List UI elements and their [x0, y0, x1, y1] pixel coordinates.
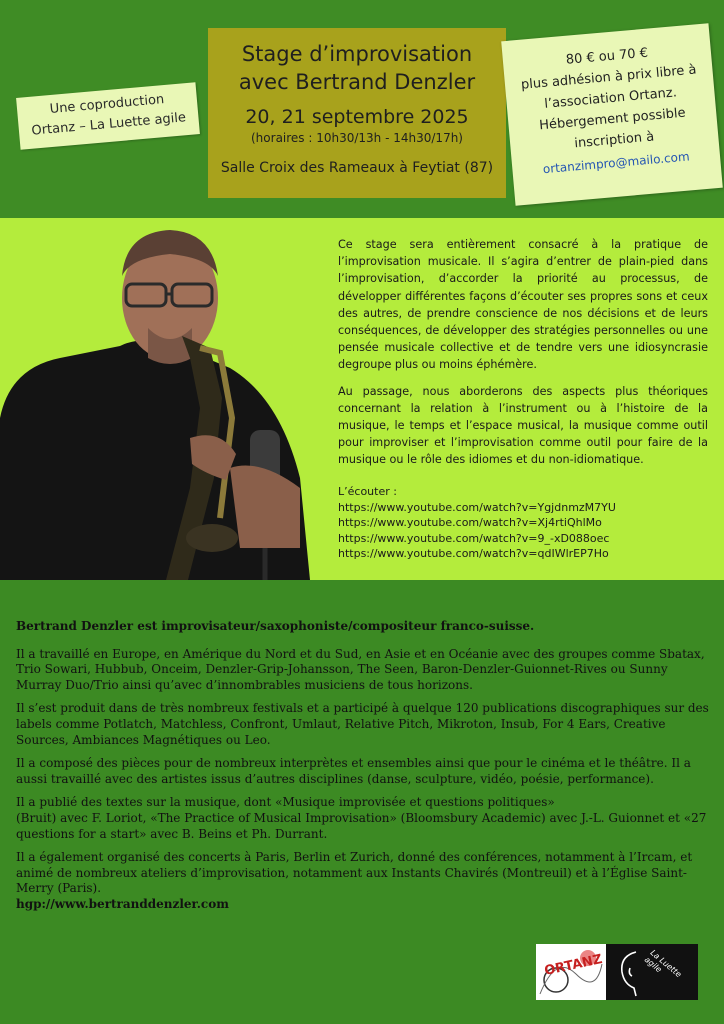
youtube-link-1[interactable]: https://www.youtube.com/watch?v=YgjdnmzM7YU: [338, 500, 616, 514]
coproduction-line-2: Ortanz – La Luette agile: [30, 110, 187, 139]
youtube-link-4[interactable]: https://www.youtube.com/watch?v=qdIWlrEP7Ho: [338, 547, 609, 560]
description-paragraph-1: Ce stage sera entièrement consacré à la pratique de l’improvisation musicale. Il s’agira d’entrer de plain-pied dans l’improvisation, d’accorder la priorité au processus, de développer différentes façons d’écouter ses propres sons et ceux des autres, de prendre conscience de nos décisions et de leurs conséquences, de développer des stratégies personnelles ou une pensée musicale collective et de tendre vers une idiosyncrasie degroupe plus ou moins éphémère.: [338, 238, 708, 372]
listen-label: L’écouter :: [338, 485, 397, 498]
price-line-1: 80 € ou 70 €: [565, 45, 649, 68]
registration-email[interactable]: ortanzimpro@mailo.com: [542, 149, 691, 177]
price-line-4: Hébergement possible: [538, 105, 687, 134]
event-date: 20, 21 septembre 2025: [245, 106, 469, 128]
description-paragraph-2: Au passage, nous aborderons des aspects plus théoriques concernant la relation à l’instrument ou à l’histoire de la musique, le temps et l’espace musical, la musique comme outil pour improviser et l’improvisation comme outil pour faire de la musique ou le rôle des idiomes et du non-idiomatique.: [338, 384, 708, 467]
bio-paragraph-2: Il s’est produit dans de très nombreux festivals et a participé à quelque 120 publications discographiques sur des labels comme Potlatch, Matchless, Confront, Umlaut, Relative Pitch, Mikroton, Insub, For 4 Ears, Creative Sources, Ambiances Magnétiques ou Leo.: [16, 701, 709, 747]
bio-heading: Bertrand Denzler est improvisateur/saxophoniste/compositeur franco-suisse.: [16, 619, 535, 633]
event-venue: Salle Croix des Rameaux à Feytiat (87): [220, 160, 494, 176]
ortanz-logo-text: ORTANZ: [543, 952, 604, 979]
partner-logos: [536, 944, 698, 1000]
listen-links: [338, 484, 708, 562]
title-line-2: avec Bertrand Denzler: [238, 70, 476, 94]
price-line-5: inscription à: [573, 129, 655, 152]
bio-paragraph-1: Il a travaillé en Europe, en Amérique du Nord et du Sud, en Asie et en Océanie avec des groupes comme Sbatax, Trio Sowari, Hubbub, Onceim, Denzler-Grip-Johansson, The Seen, Baron-Denzler-Guionnet-Rives ou Sunny Murray Duo/Trio ainsi qu’avec d’innombrables musiciens de tous horizons.: [16, 646, 705, 692]
saxophonist-photo: [0, 218, 322, 580]
bio-paragraph-3: Il a composé des pièces pour de nombreux interprètes et ensembles ainsi que pour le cinéma et le théâtre. Il a aussi travaillé avec des artistes issus d’autres disciplines (danse, sculpture, vidéo, poésie, performance).: [16, 756, 691, 786]
saxophonist-illustration: [0, 218, 322, 580]
event-hours: (horaires : 10h30/13h - 14h30/17h): [251, 131, 463, 145]
workshop-description: [338, 236, 708, 478]
ortanz-logo: [536, 944, 606, 1000]
price-note: [501, 23, 723, 206]
bio-paragraph-5-text: Il a également organisé des concerts à Paris, Berlin et Zurich, donné des conférences, notamment à l’Ircam, et animé de nombreux ateliers d’improvisation, notamment aux Instants Chavirés (Montreuil) et à l’Église Saint-Merry (Paris).: [16, 850, 693, 896]
title-box: [208, 28, 506, 198]
luette-agile-logo: [606, 944, 698, 1000]
youtube-link-3[interactable]: https://www.youtube.com/watch?v=9_-xD088oec: [338, 531, 610, 545]
bio-paragraph-4: [16, 795, 710, 842]
website-link[interactable]: hgp://www.bertranddenzler.com: [16, 896, 229, 911]
coproduction-line-1: Une coproduction: [49, 92, 165, 118]
bio-paragraph-5: [16, 850, 710, 912]
luette-agile-logo-text: La Luette agile: [642, 948, 684, 980]
bio-paragraph-4a: Il a publié des textes sur la musique, dont «Musique improvisée et questions politiques»: [16, 795, 555, 810]
biography: [16, 619, 710, 913]
price-line-3: l’association Ortanz.: [543, 85, 678, 112]
bio-paragraph-4b: (Bruit) avec F. Loriot, «The Practice of Musical Improvisation» (Bloomsbury Academic) avec J.-L. Guionnet et «27 questions for a start» avec B. Beins et Ph. Durrant.: [16, 810, 707, 841]
youtube-link-2[interactable]: https://www.youtube.com/watch?v=Xj4rtiQhlMo: [338, 516, 602, 529]
price-line-2: plus adhésion à prix libre à: [520, 62, 698, 93]
title-line-1: Stage d’improvisation: [241, 42, 473, 66]
